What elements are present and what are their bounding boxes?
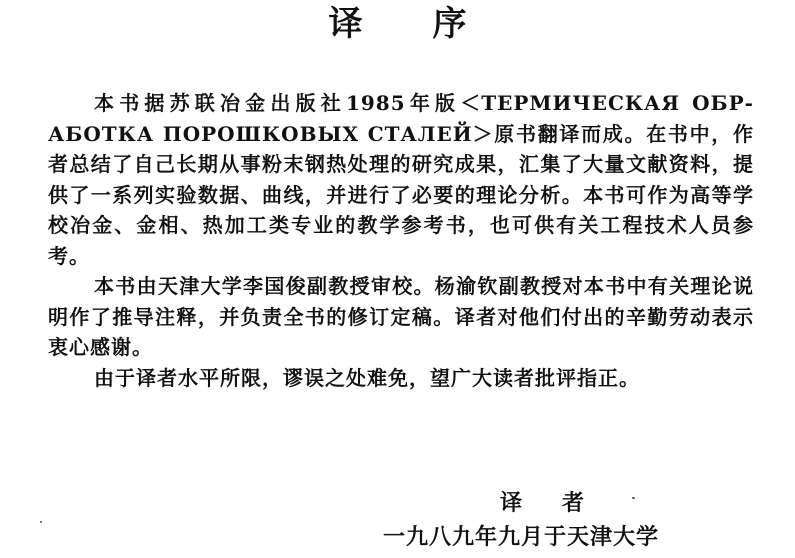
paragraph-2: 本书由天津大学李国俊副教授审校。杨渝钦副教授对本书中有关理论说明作了推导注释，并负责全书的修订定稿。译者对他们付出的辛勤劳动表示衷心感谢。	[48, 274, 754, 359]
page-title: 译序	[328, 4, 537, 44]
signature-date: 一九八九年九月于天津大学	[383, 524, 660, 550]
scan-speck	[632, 497, 635, 499]
scan-speck	[40, 521, 42, 523]
paragraph-1: 本书据苏联冶金出版社1985年版＜ТЕРМИЧЕСКАЯ ОБР-АБОТКА ПОРОШКОВЫХ СТАЛЕЙ＞原书翻译而成。在书中，作者总结了自己长期从事粉末钢热处理的研究成果，汇集了大量文献资料，提供了一系列实验数据、曲线，并进行了必要的理论分析。本书可作为高等学校冶金、金相、热加工类专业的教学参考书，也可供有关工程技术人员参考。	[48, 91, 754, 268]
preface-body	[48, 88, 754, 393]
paragraph-3: 由于译者水平所限，谬误之处难免，望广大读者批评指正。	[94, 365, 640, 390]
translator-signature: 译者	[500, 490, 625, 516]
